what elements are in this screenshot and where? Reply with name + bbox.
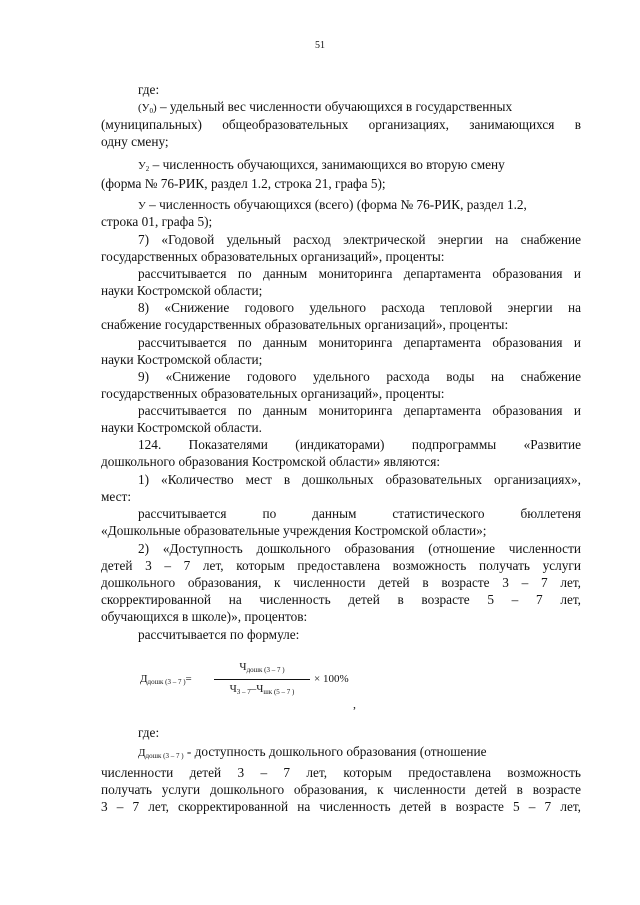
text-line: получать услуги дошкольного образования, к численности детей в возрасте: [101, 782, 581, 797]
page-number: 51: [315, 40, 325, 51]
symbol-y-line: [138, 197, 581, 214]
text-line: где:: [138, 725, 160, 740]
text-line: рассчитывается по данным мониторинга департамента образования и: [138, 335, 581, 350]
text-line: строка 01, графа 5);: [101, 214, 213, 229]
formula-numerator: $Ч_{дошк (3 - 7 )}$: [239, 661, 285, 674]
text-line: где:: [138, 82, 160, 97]
symbol-y2-line: [138, 157, 581, 177]
text-line: – удельный вес численности обучающихся в государственных: [159, 99, 513, 114]
formula-fraction: [214, 660, 310, 699]
text-line: обучающихся в школе)», процентов:: [101, 609, 308, 624]
text-line: - доступность дошкольного образования (отношение: [186, 744, 487, 759]
text-line: науки Костромской области;: [101, 352, 263, 367]
text-line: 7) «Годовой удельный расход электрической энергии на снабжение: [138, 232, 581, 247]
formula-lhs: $Д_{дошк (3 - 7 )}=$: [140, 673, 192, 686]
symbol-y2: $У_2$: [138, 160, 150, 173]
formula-multiplier: × 100%: [314, 673, 349, 685]
text-line: рассчитывается по данным мониторинга департамента образования и: [138, 403, 581, 418]
text-line: (форма № 76-РИК, раздел 1.2, строка 21, графа 5);: [101, 176, 386, 191]
text-line: 2) «Доступность дошкольного образования (отношение численности: [138, 541, 581, 556]
text-line: рассчитывается по формуле:: [138, 627, 300, 642]
fraction-bar: [214, 679, 310, 680]
symbol-d-line: [138, 744, 581, 764]
text-line: (муниципальных) общеобразовательных организациях, занимающихся в: [101, 117, 581, 132]
text-line: детей 3 – 7 лет, которым предоставлена возможность получать услуги: [101, 558, 581, 573]
symbol-d: $Д_{дошк (3 - 7 )}$: [138, 747, 184, 760]
text-line: – численность обучающихся (всего) (форма № 76-РИК, раздел 1.2,: [149, 197, 527, 212]
symbol-y0-line: [138, 99, 581, 119]
text-line: науки Костромской области.: [101, 420, 262, 435]
text-line: дошкольного образования Костромской области» являются:: [101, 454, 441, 469]
symbol-y0: $(У_0)$: [138, 102, 157, 115]
text-line: 9) «Снижение годового удельного расхода воды на снабжение: [138, 369, 581, 384]
text-line: – численность обучающихся, занимающихся во вторую смену: [152, 157, 505, 172]
text-line: скорректированной на численность детей в возрасте 5 – 7 лет,: [101, 592, 581, 607]
text-line: государственных образовательных организаций», проценты:: [101, 386, 445, 401]
text-line: «Дошкольные образовательные учреждения Костромской области»;: [101, 523, 487, 538]
text-line: 124. Показателями (индикаторами) подпрограммы «Развитие: [138, 437, 581, 452]
text-line: 1) «Количество мест в дошкольных образовательных организациях»,: [138, 472, 581, 487]
text-line: государственных образовательных организаций», проценты:: [101, 249, 445, 264]
formula-comma: ,: [353, 697, 356, 711]
text-line: одну смену;: [101, 134, 169, 149]
text-line: 3 – 7 лет, скорректированной на численность детей в возрасте 5 – 7 лет,: [101, 799, 581, 814]
text-line: численности детей 3 – 7 лет, которым предоставлена возможность: [101, 765, 581, 780]
text-line: 8) «Снижение годового удельного расхода тепловой энергии на: [138, 300, 581, 315]
formula-denominator: $Ч_{3 - 7}-Ч_{шк (5 - 7 )}$: [229, 683, 295, 696]
text-line: снабжение государственных образовательных организаций», проценты:: [101, 317, 509, 332]
text-line: науки Костромской области;: [101, 283, 263, 298]
symbol-y: У: [138, 200, 146, 212]
text-line: рассчитывается по данным статистического бюллетеня: [138, 506, 581, 521]
formula: [140, 660, 400, 700]
text-line: дошкольного образования, к численности детей в возрасте 3 – 7 лет,: [101, 575, 581, 590]
text-line: рассчитывается по данным мониторинга департамента образования и: [138, 266, 581, 281]
text-line: мест:: [101, 489, 132, 504]
